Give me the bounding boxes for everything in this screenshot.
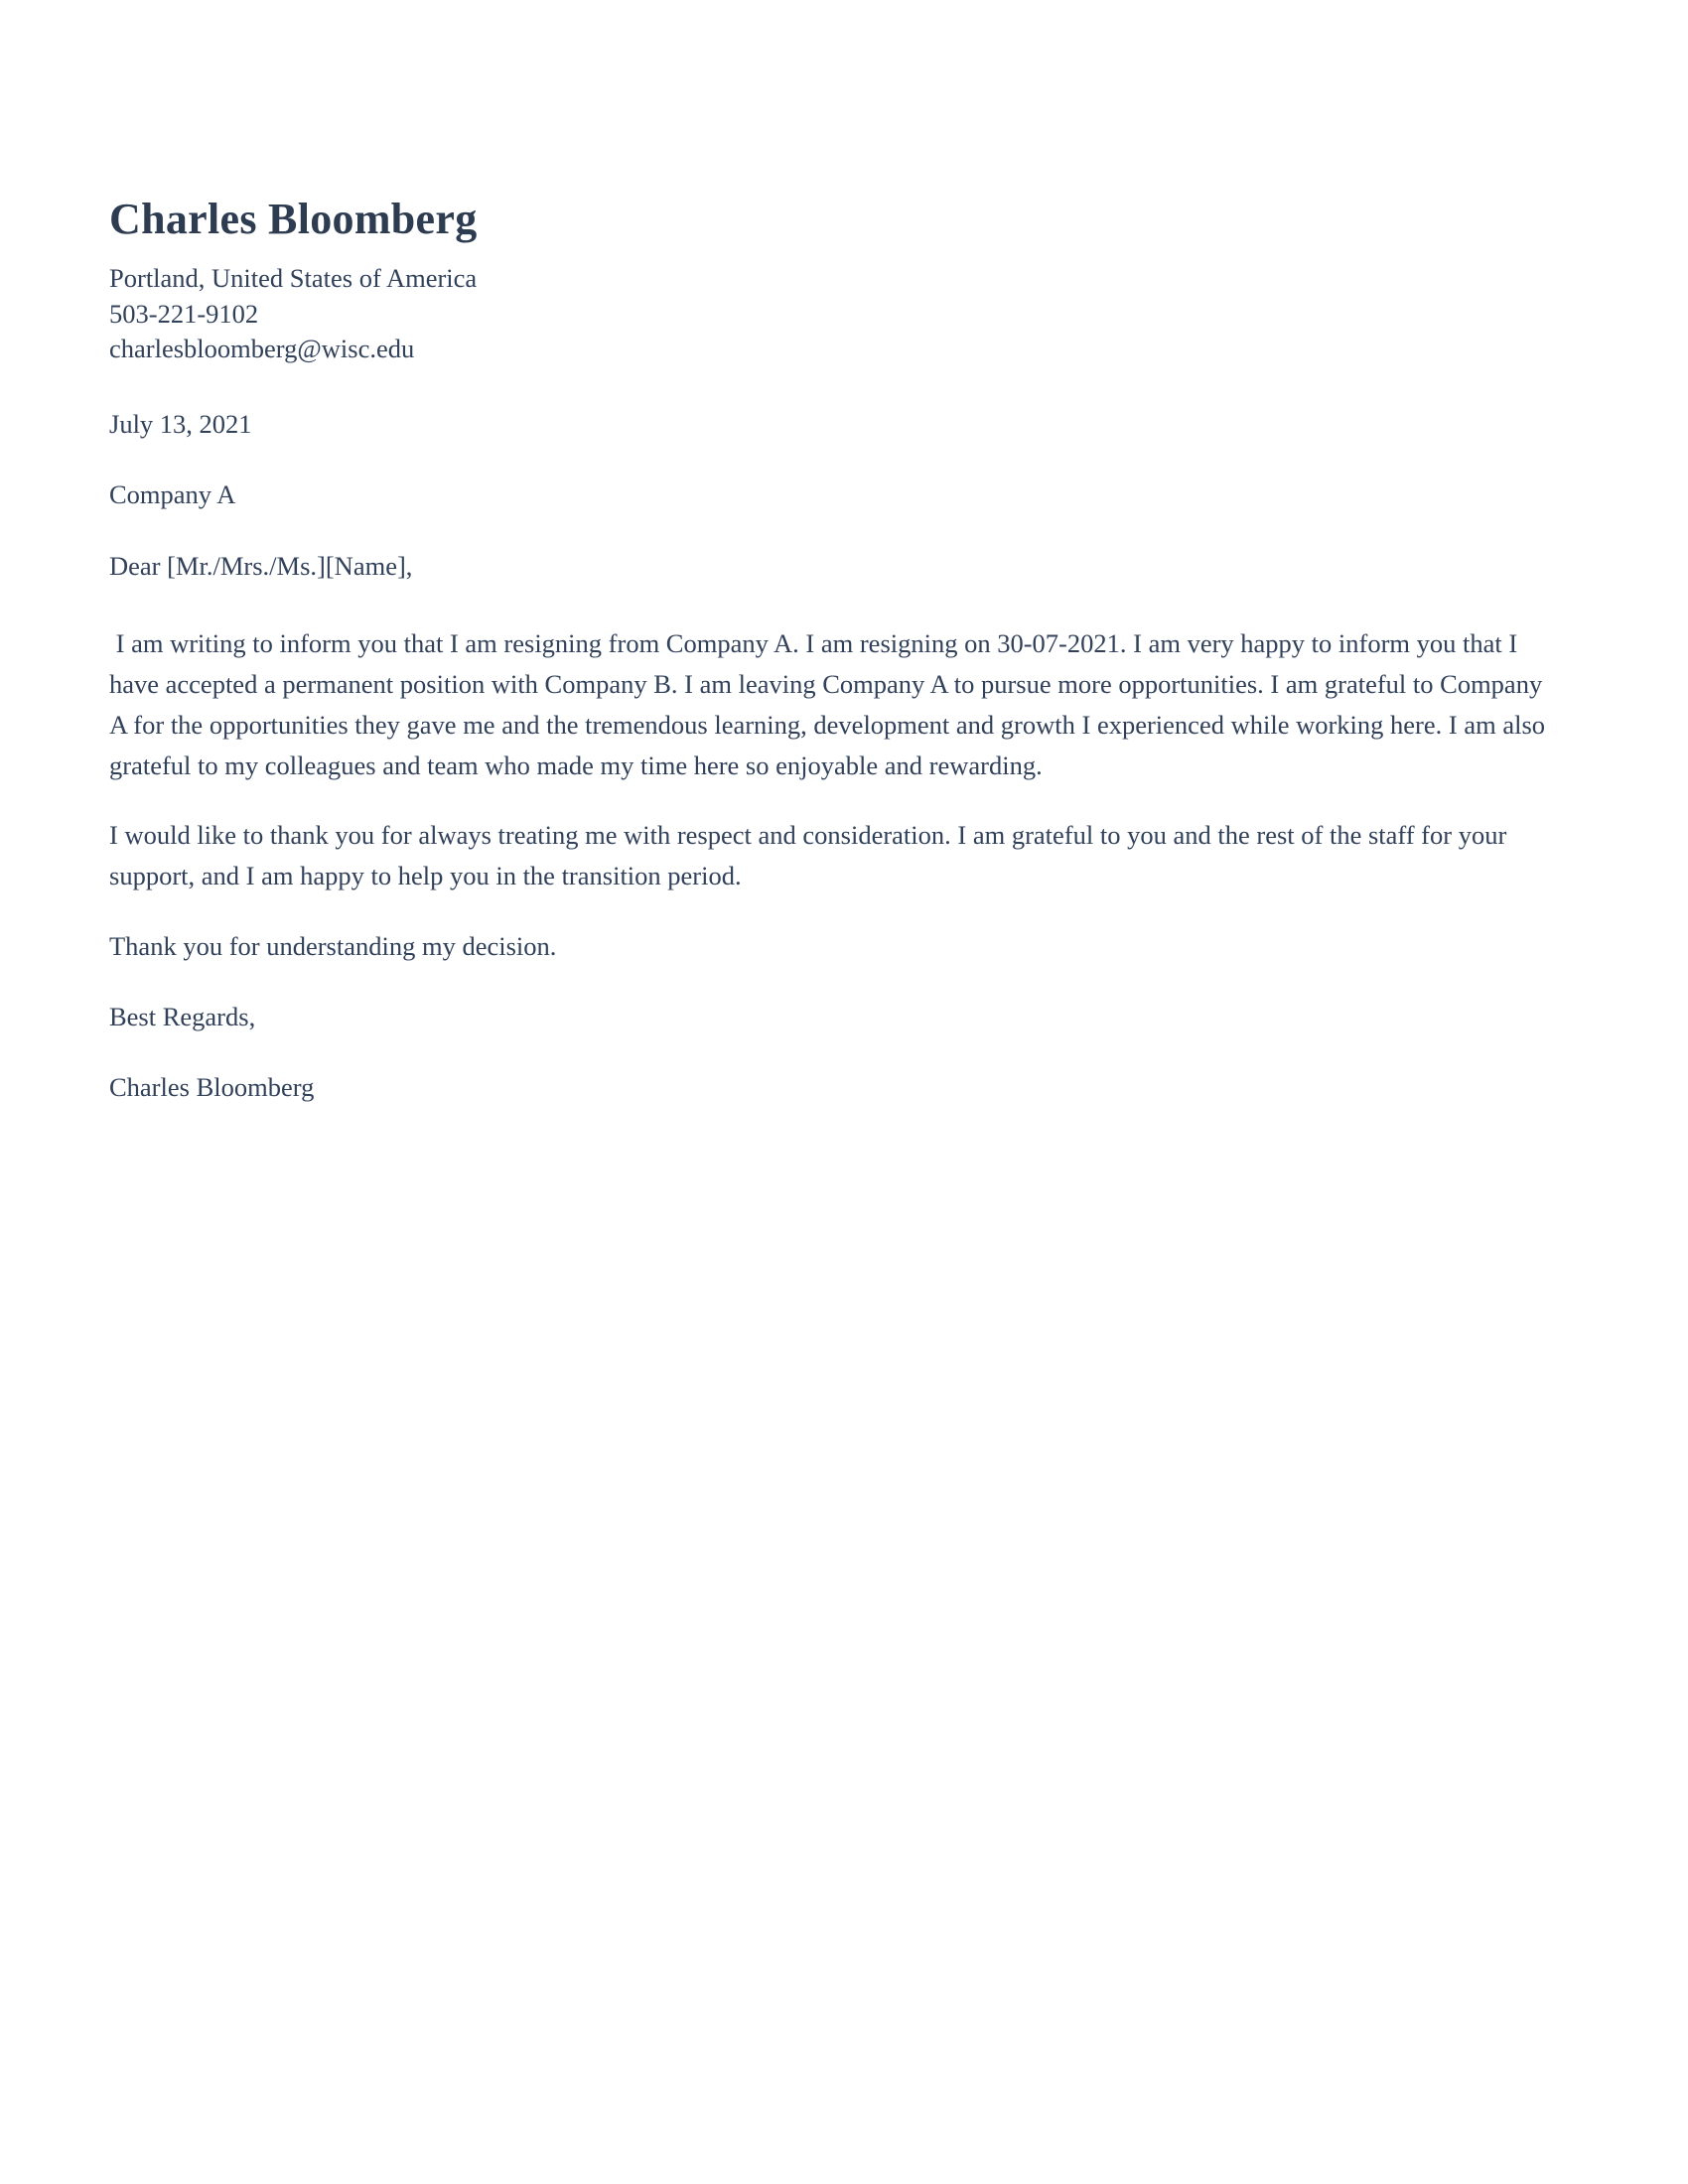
body-paragraph-1: I am writing to inform you that I am resigning from Company A. I am resigning on 30-07-2021. I am very happy to inform you that I have accepted a permanent position with Company B. I am leaving Company A to pursue more opportunities. I am grateful to Company A for the opportunities they gave me and the tremendous learning, development and growth I experienced while working here. I am also grateful to my colleagues and team who made my time here so enjoyable and rewarding. xyxy=(109,628,1552,780)
spacer-after-company xyxy=(109,513,1555,549)
letter-date: July 13, 2021 xyxy=(109,408,252,439)
spacer-after-paragraph-1 xyxy=(109,785,1555,815)
salutation: Dear [Mr./Mrs./Ms.][Name], xyxy=(109,550,413,581)
letter-body xyxy=(109,195,1555,1107)
body-paragraph-3: Thank you for understanding my decision. xyxy=(109,931,557,962)
signature-name: Charles Bloomberg xyxy=(109,1071,315,1102)
page-title: Charles Bloomberg xyxy=(109,195,478,243)
spacer-after-paragraph-2 xyxy=(109,896,1555,926)
recipient-company: Company A xyxy=(109,479,236,510)
closing-salutation: Best Regards, xyxy=(109,1001,256,1031)
spacer-after-contact xyxy=(109,367,1555,407)
spacer-after-paragraph-3 xyxy=(109,967,1555,997)
contact-phone: 503-221-9102 xyxy=(109,298,259,329)
spacer-after-closing xyxy=(109,1037,1555,1067)
body-paragraph-2: I would like to thank you for always treating me with respect and consideration. I am grateful to you and the rest of the staff for your support, and I am happy to help you in the transition period. xyxy=(109,820,1513,891)
contact-email: charlesbloomberg@wisc.edu xyxy=(109,334,415,364)
contact-location: Portland, United States of America xyxy=(109,263,478,294)
spacer-after-salutation xyxy=(109,584,1555,623)
spacer-after-date xyxy=(109,442,1555,478)
contact-block xyxy=(109,261,1555,367)
